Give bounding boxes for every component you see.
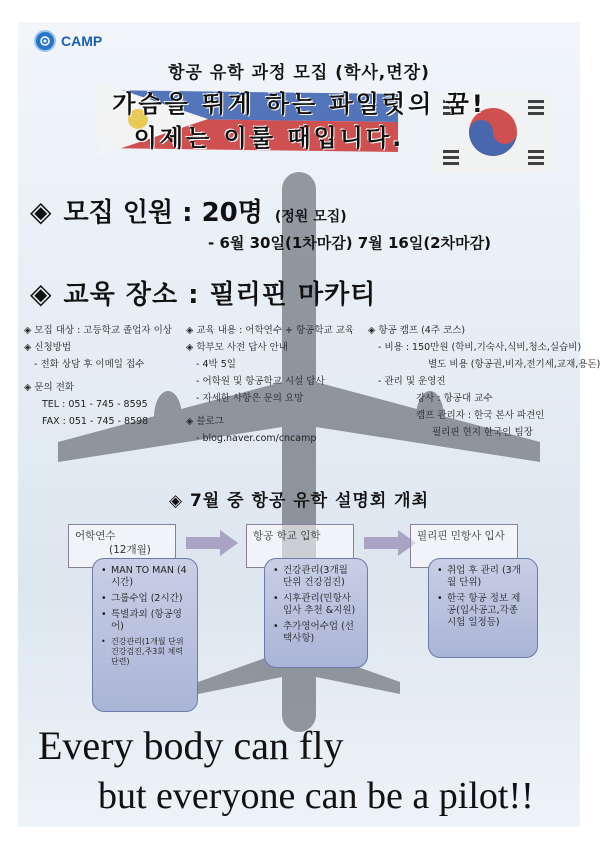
camp-logo (34, 30, 102, 52)
visit-item: - 4박 5일 (196, 359, 236, 370)
logo-text: CAMP (61, 33, 103, 49)
details-left (24, 322, 172, 430)
visit-item: - 어학원 및 항공학교 시설 답사 (196, 376, 325, 387)
location-section (30, 274, 376, 311)
target-text: ◈ 모집 대상 : 고등학교 졸업자 이상 (24, 325, 172, 336)
stage-title: 항공 학교 입학 (253, 530, 321, 542)
stage-item: • 시후관리(민항사 입사 추천 &지원) (273, 593, 359, 617)
right-arrow-icon (186, 530, 238, 556)
recruit-section (30, 192, 347, 229)
headline-dream: 가슴을 뛰게 하는 파일럿의 꿈! (112, 90, 486, 118)
recruit-deadline: - 6월 30일(1차마감) 7월 16일(2차마감) (208, 234, 491, 252)
recruit-label: 모집 인원 : 20명 (63, 198, 263, 228)
stage-item: • 특별과외 (항공영어) (101, 609, 189, 633)
info-session-title: ◈ 7월 중 항공 유학 설명회 개최 (168, 491, 430, 511)
diamond-bullet-icon: ◈ (30, 195, 52, 228)
blog-link[interactable]: - blog.naver.com/cncamp (196, 433, 317, 444)
details-right (368, 322, 600, 441)
contact-title: ◈ 문의 전화 (24, 382, 75, 393)
cost-text: - 비용 : 150만원 (학비,기숙사,식비,청소,실습비) (378, 342, 582, 353)
blog-title: ◈ 블로그 (186, 416, 224, 427)
apply-title: ◈ 신청방법 (24, 342, 72, 353)
stage-item: • 그룹수업 (2시간) (101, 593, 189, 605)
stage-item: • 건강관리(1개월 단위 건강검진,주3회 체력단련) (101, 637, 189, 667)
stage-item: • 취업 후 관리 (3개월 단위) (437, 565, 529, 589)
poster (18, 22, 600, 827)
camp-logo-icon (34, 30, 56, 52)
apply-value: - 전화 상담 후 이메일 접수 (34, 359, 145, 370)
stage-item: • 한국 항공 정보 제공(입사공고,각종 시험 일정등) (437, 593, 529, 629)
stage-item: • 추가영어수업 (선택사항) (273, 621, 359, 645)
cost-extra-text: 별도 비용 (항공권,비자,전기세,교재,용돈) (428, 359, 600, 370)
manage-title: - 관리 및 운영진 (378, 376, 446, 387)
location-label: 교육 장소 : 필리핀 마카티 (63, 280, 377, 310)
flow-stage-details (428, 558, 538, 658)
flow-stage-details (264, 558, 368, 668)
slogan-line-2: but everyone can be a pilot!! (98, 775, 534, 817)
flow-stage-details (92, 558, 198, 712)
tel-number: TEL : 051 - 745 - 8595 (42, 399, 148, 410)
camp-text: ◈ 항공 캠프 (4주 코스) (368, 325, 466, 336)
local-manager-text: 필리핀 현지 한국인 팀장 (432, 427, 533, 438)
stage-item: • 건강관리(3개월 단위 건강검진) (273, 565, 359, 589)
stage-title: 필리핀 민항사 입사 (417, 530, 505, 542)
visit-title: ◈ 학부모 사전 답사 안내 (186, 342, 288, 353)
headline-now: 이제는 이룰 때입니다. (133, 124, 405, 152)
stage-title: 어학연수 (75, 530, 116, 542)
lecturer-text: 강사 : 항공대 교수 (416, 393, 493, 404)
details-middle (186, 322, 354, 447)
slogan-line-1: Every body can fly (38, 723, 344, 768)
stage-item: • MAN TO MAN (4시간) (101, 565, 189, 589)
content-text: ◈ 교육 내용 : 어학연수 + 항공학교 교육 (186, 325, 355, 336)
fax-number: FAX : 051 - 745 - 8598 (42, 416, 149, 427)
right-arrow-icon (364, 530, 416, 556)
camp-manager-text: 캠프 관리자 : 한국 본사 파견인 (416, 410, 545, 421)
stage-subtitle: (12개월) (109, 544, 151, 556)
visit-item: - 자세한 사항은 문의 요망 (196, 393, 304, 404)
headline-course: 항공 유학 과정 모집 (학사,면장) (168, 63, 430, 83)
recruit-note: (정원 모집) (274, 209, 347, 225)
diamond-bullet-icon: ◈ (30, 277, 52, 310)
